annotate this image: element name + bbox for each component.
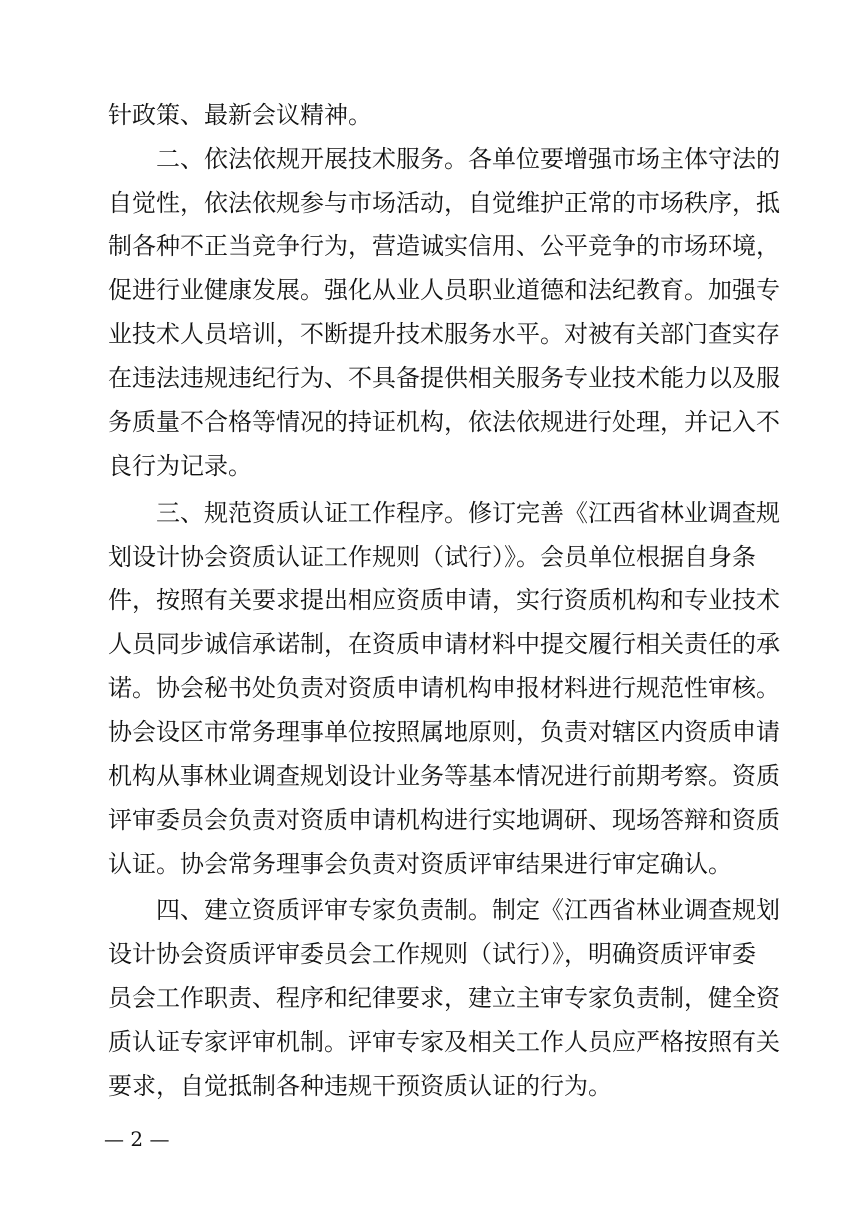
body-text-line: 促进行业健康发展。强化从业人员职业道德和法纪教育。加强专 [108, 276, 780, 304]
body-text-line: 针政策、最新会议精神。 [108, 101, 372, 129]
body-text-line: 协会设区市常务理事单位按照属地原则，负责对辖区内资质申请 [108, 718, 780, 746]
body-text-line: 自觉性，依法依规参与市场活动，自觉维护正常的市场秩序，抵 [108, 189, 780, 217]
body-text-line: 人员同步诚信承诺制，在资质申请材料中提交履行相关责任的承 [108, 630, 780, 658]
body-text-line: 质认证专家评审机制。评审专家及相关工作人员应严格按照有关 [108, 1028, 780, 1056]
body-text-line: 务质量不合格等情况的持证机构，依法依规进行处理，并记入不 [108, 408, 780, 436]
section-heading-line: 四、建立资质评审专家负责制。制定《江西省林业调查规划 [108, 896, 780, 924]
body-text-line: 诺。协会秘书处负责对资质申请机构申报材料进行规范性审核。 [108, 674, 780, 702]
page-number: — 2 — [104, 1127, 170, 1151]
body-text-line: 设计协会资质评审委员会工作规则（试行）》，明确资质评审委 [108, 940, 756, 968]
section-heading-line: 三、规范资质认证工作程序。修订完善《江西省林业调查规 [108, 499, 780, 527]
body-text-line: 良行为记录。 [108, 452, 252, 480]
body-text-line: 员会工作职责、程序和纪律要求，建立主审专家负责制，健全资 [108, 984, 780, 1012]
body-text-line: 评审委员会负责对资质申请机构进行实地调研、现场答辩和资质 [108, 806, 780, 834]
body-text-line: 业技术人员培训，不断提升技术服务水平。对被有关部门查实存 [108, 320, 780, 348]
body-text-line: 件，按照有关要求提出相应资质申请，实行资质机构和专业技术 [108, 586, 780, 614]
body-text-line: 在违法违规违纪行为、不具备提供相关服务专业技术能力以及服 [108, 364, 780, 392]
body-text-line: 划设计协会资质认证工作规则（试行）》。会员单位根据自身条 [108, 543, 756, 571]
body-text-line: 制各种不正当竞争行为，营造诚实信用、公平竞争的市场环境， [108, 232, 780, 260]
body-text-line: 机构从事林业调查规划设计业务等基本情况进行前期考察。资质 [108, 762, 780, 790]
body-text-line: 认证。协会常务理事会负责对资质评审结果进行审定确认。 [108, 850, 732, 878]
body-text-line: 要求，自觉抵制各种违规干预资质认证的行为。 [108, 1072, 612, 1100]
section-heading-line: 二、依法依规开展技术服务。各单位要增强市场主体守法的 [108, 145, 780, 173]
